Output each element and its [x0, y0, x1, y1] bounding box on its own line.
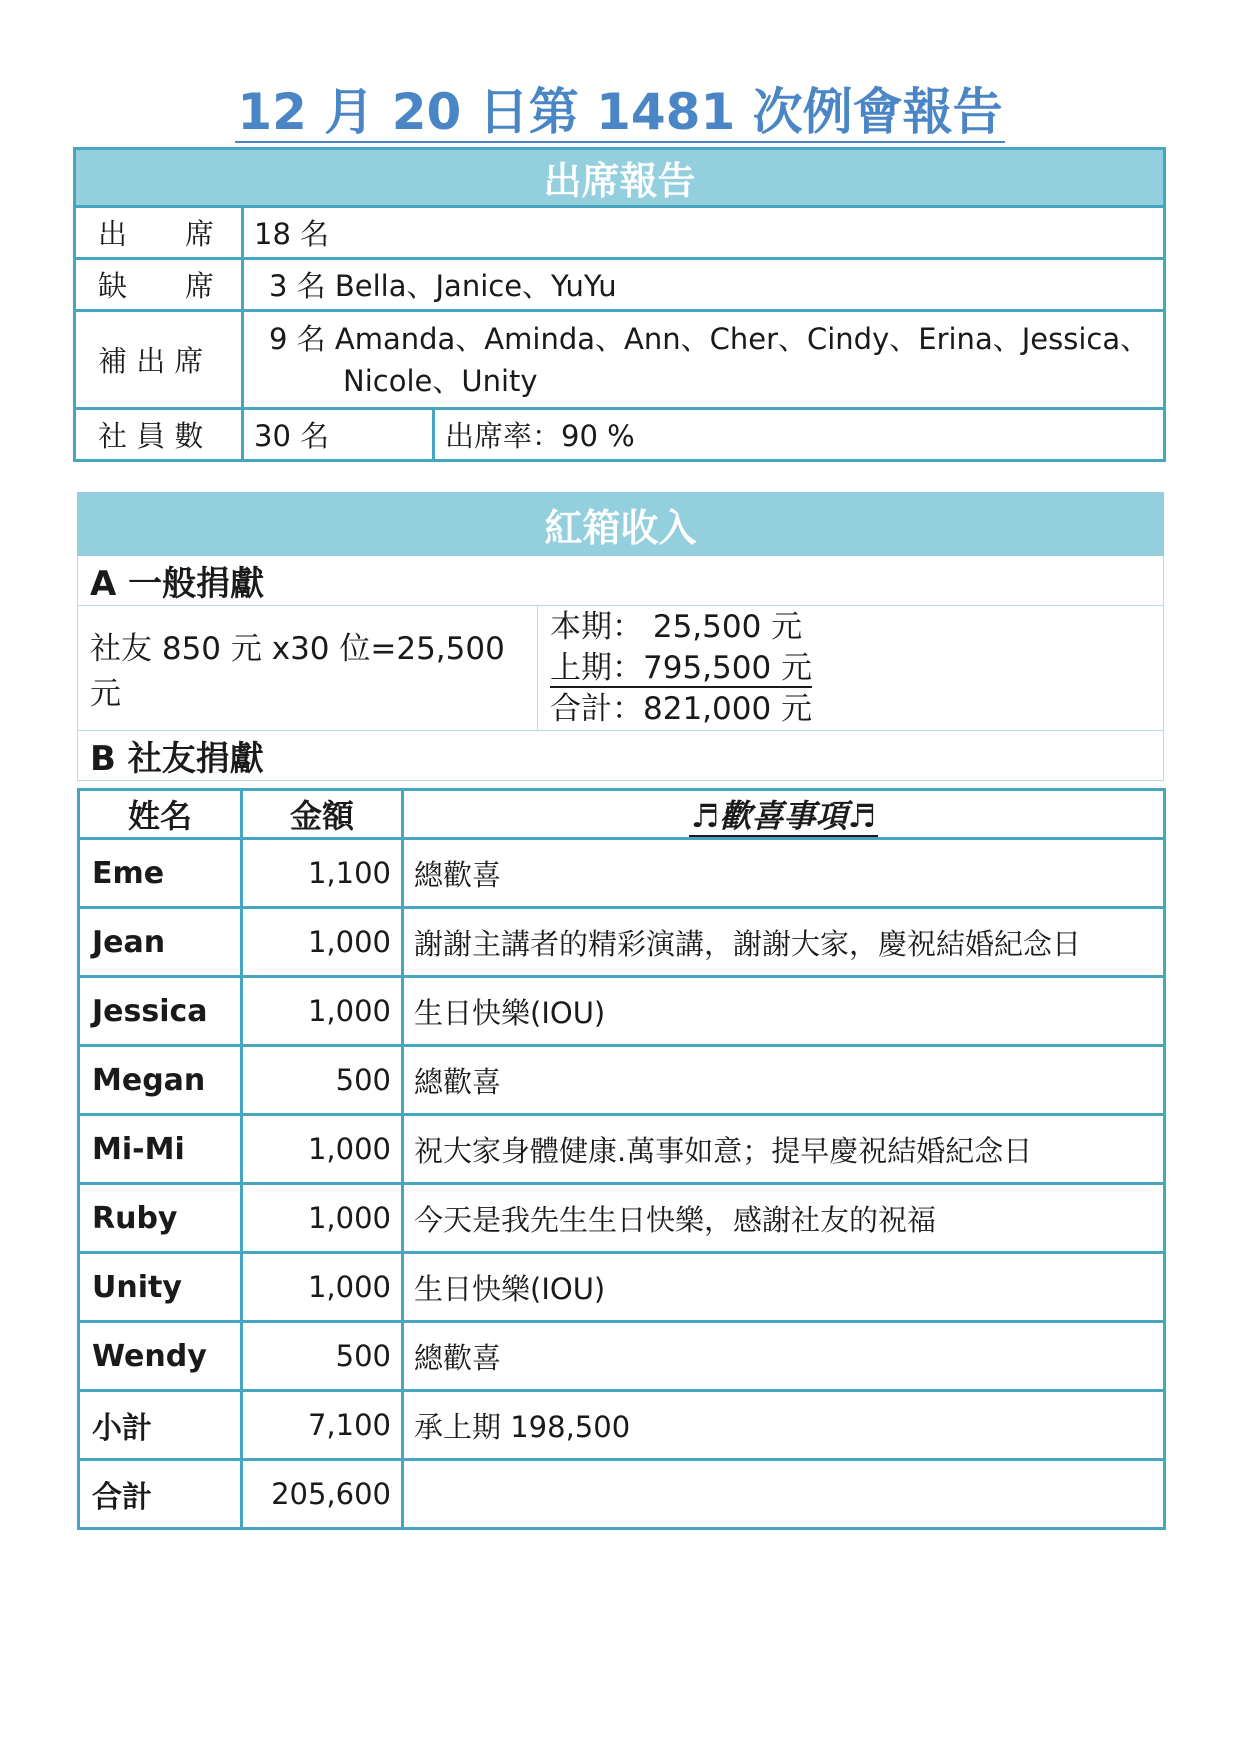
report-title: 12 月 20 日第 1481 次例會報告 [237, 83, 1003, 141]
col-amount-header: 金額 [242, 790, 403, 839]
donation-amount: 1,000 [242, 1115, 403, 1184]
donor-name: Megan [79, 1046, 242, 1115]
attendance-rate: 出席率：90 % [434, 409, 1165, 461]
cumulative-total: 合計：821,000 元 [550, 690, 813, 727]
donation-note: 生日快樂(IOU) [403, 977, 1165, 1046]
donor-name: Unity [79, 1253, 242, 1322]
donation-note: 總歡喜 [403, 1322, 1165, 1391]
donor-name: Wendy [79, 1322, 242, 1391]
total-amount: 205,600 [242, 1460, 403, 1529]
subtotal-label: 小計 [79, 1391, 242, 1460]
makeup-value-line2: Nicole、Unity [343, 363, 538, 398]
donation-note: 生日快樂(IOU) [403, 1253, 1165, 1322]
section-b-title: B 社友捐獻 [78, 731, 1164, 781]
donor-name: Jean [79, 908, 242, 977]
total-row [79, 1460, 1165, 1529]
report-title-wrap [0, 82, 1240, 142]
present-label: 出 席 [75, 207, 243, 259]
section-a-title: A 一般捐獻 [78, 556, 1164, 606]
donation-amount: 1,000 [242, 977, 403, 1046]
table-row [79, 1322, 1165, 1391]
makeup-value-line1: 9 名 Amanda、Aminda、Ann、Cher、Cindy、Erina、Jessica、 [269, 321, 1150, 356]
donation-amount: 1,100 [242, 839, 403, 908]
table-row [79, 1253, 1165, 1322]
absent-label: 缺 席 [75, 259, 243, 311]
previous-period: 上期：795,500 元 [550, 649, 813, 686]
members-label: 社 員 數 [75, 409, 243, 461]
table-row [79, 908, 1165, 977]
donation-note: 今天是我先生生日快樂，感謝社友的祝福 [403, 1184, 1165, 1253]
member-donations-table [77, 788, 1166, 1530]
subtotal-row [79, 1391, 1165, 1460]
donor-name: Mi-Mi [79, 1115, 242, 1184]
current-period: 本期： 25,500 元 [550, 608, 803, 645]
general-donation-summary [538, 606, 1164, 731]
table-row [79, 1184, 1165, 1253]
donation-amount: 1,000 [242, 1184, 403, 1253]
donation-amount: 1,000 [242, 1253, 403, 1322]
red-box-table [77, 492, 1164, 781]
makeup-label: 補 出 席 [75, 311, 243, 409]
total-label: 合計 [79, 1460, 242, 1529]
donation-note: 總歡喜 [403, 1046, 1165, 1115]
general-donation-formula: 社友 850 元 x30 位=25,500 元 [78, 606, 538, 731]
total-note [403, 1460, 1165, 1529]
red-box-header: 紅箱收入 [78, 493, 1164, 556]
attendance-header: 出席報告 [75, 149, 1165, 207]
table-row [79, 977, 1165, 1046]
donation-amount: 1,000 [242, 908, 403, 977]
absent-value: 3 名 Bella、Janice、YuYu [243, 259, 1165, 311]
donation-note: 謝謝主講者的精彩演講，謝謝大家，慶祝結婚紀念日 [403, 908, 1165, 977]
table-row [79, 1115, 1165, 1184]
donation-note: 祝大家身體健康.萬事如意；提早慶祝結婚紀念日 [403, 1115, 1165, 1184]
makeup-value [243, 311, 1165, 409]
table-row [79, 839, 1165, 908]
subtotal-note: 承上期 198,500 [403, 1391, 1165, 1460]
donor-name: Jessica [79, 977, 242, 1046]
present-value: 18 名 [243, 207, 1165, 259]
col-note-header: ♬歡喜事項♬ [403, 790, 1165, 839]
donor-name: Eme [79, 839, 242, 908]
table-row [79, 1046, 1165, 1115]
col-name-header: 姓名 [79, 790, 242, 839]
donation-amount: 500 [242, 1322, 403, 1391]
subtotal-amount: 7,100 [242, 1391, 403, 1460]
donor-name: Ruby [79, 1184, 242, 1253]
attendance-table [73, 147, 1166, 462]
donation-amount: 500 [242, 1046, 403, 1115]
donations-header-row [79, 790, 1165, 839]
members-value: 30 名 [243, 409, 434, 461]
donation-note: 總歡喜 [403, 839, 1165, 908]
